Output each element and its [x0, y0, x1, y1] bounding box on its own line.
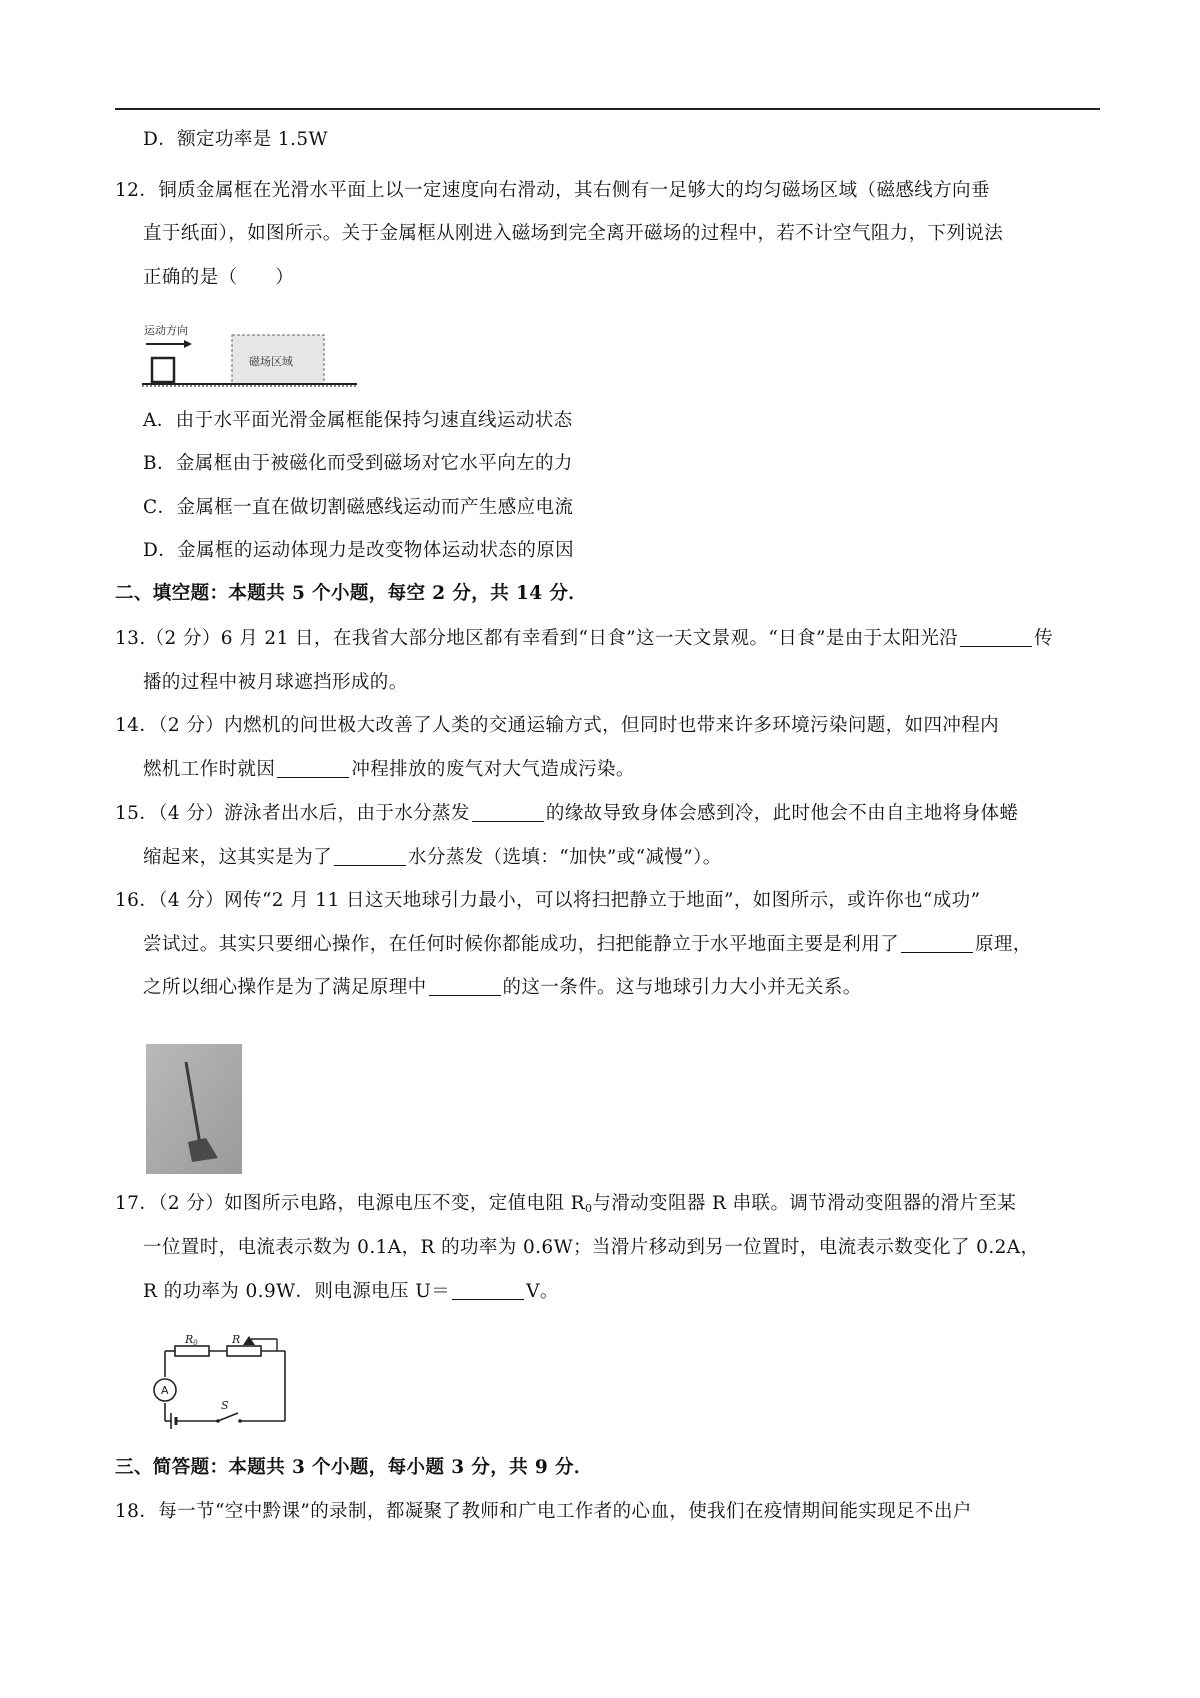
motion-arrowhead: [184, 340, 192, 348]
q12-option-c: C．金属框一直在做切割磁感线运动而产生感应电流: [143, 497, 574, 518]
q13-line2: 播的过程中被月球遮挡形成的。: [143, 672, 408, 693]
q15-line2: 缩起来，这其实是为了 水分蒸发（选填：“加快”或“减慢”）。: [143, 847, 722, 868]
section-3-heading: 三、简答题：本题共 3 个小题，每小题 3 分，共 9 分．: [115, 1457, 593, 1478]
q17-line1: 17．（2 分）如图所示电路，电源电压不变，定值电阻 $R_0$与滑动变阻器 R 串联。调节滑动变阻器的滑片至某: [115, 1193, 1017, 1215]
q11-option-d: D．额定功率是 1.5W: [143, 129, 328, 150]
section-2-heading: 二、填空题：本题共 5 个小题，每空 2 分，共 14 分．: [115, 583, 588, 604]
circuit-diagram: [145, 1333, 295, 1433]
q14-line2: 燃机工作时就因 冲程排放的废气对大气造成污染。: [143, 759, 635, 780]
q17-line2: 一位置时，电流表示数为 0.1A，R 的功率为 0.6W；当滑片移动到另一位置时，电流表示数变化了 0.2A，: [143, 1237, 1040, 1258]
q15-line1: 15．（4 分）游泳者出水后，由于水分蒸发 的缘故导致身体会感到冷，此时他会不由自主地将身体蜷: [115, 803, 1019, 824]
q14-line1: 14．（2 分）内燃机的问世极大改善了人类的交通运输方式，但同时也带来许多环境污染问题，如四冲程内: [115, 715, 1000, 736]
q12-option-a: A．由于水平面光滑金属框能保持匀速直线运动状态: [143, 410, 573, 431]
q17-line3: R 的功率为 0.9W．则电源电压 U＝ V。: [143, 1281, 559, 1302]
q12-figure: [142, 320, 360, 395]
q12-stem-line1: 12．铜质金属框在光滑水平面上以一定速度向右滑动，其右侧有一足够大的均匀磁场区域（磁感线方向垂: [115, 180, 990, 201]
q13-blank: [960, 628, 1032, 647]
q16-line1: 16．（4 分）网传“2 月 11 日这天地球引力最小，可以将扫把静立于地面”，如图所示，或许你也“成功”: [115, 890, 981, 911]
q13-line1: 13.（2 分）6 月 21 日，在我省大部分地区都有幸看到“日食”这一天文景观。“日食”是由于太阳光沿 传: [115, 628, 1054, 649]
q18-line1: 18．每一节“空中黔课”的录制，都凝聚了教师和广电工作者的心血，使我们在疫情期间能实现足不出户: [115, 1501, 972, 1522]
q14-blank: [277, 759, 349, 778]
q16-blank-2: [429, 977, 501, 996]
q16-line3: 之所以细心操作是为了满足原理中 的这一条件。这与地球引力大小并无关系。: [143, 977, 862, 998]
r-label: R: [232, 1333, 241, 1346]
q16-blank-1: [901, 934, 973, 953]
q12-option-b: B．金属框由于被磁化而受到磁场对它水平向左的力: [143, 453, 573, 474]
motion-direction-label: 运动方向: [144, 324, 188, 337]
switch-label: S: [221, 1399, 229, 1412]
q17-blank: [452, 1281, 524, 1300]
metal-frame: [152, 358, 174, 382]
rheostat-slider: [243, 1336, 255, 1345]
q12-stem-line2: 直于纸面），如图所示。关于金属框从刚进入磁场到完全离开磁场的过程中，若不计空气阻力，下列说法: [143, 223, 1004, 244]
q16-line2: 尝试过。其实只要细心操作，在任何时候你都能成功，扫把能静立于水平地面主要是利用了 原理，: [143, 934, 1032, 955]
r0-label: R0: [185, 1333, 198, 1347]
switch-lever: [218, 1413, 238, 1421]
broom-photo: [146, 1044, 242, 1174]
magnetic-field-label: 磁场区域: [249, 355, 293, 368]
ammeter-label: A: [161, 1384, 169, 1397]
q12-stem-line3: 正确的是（ ）: [143, 267, 295, 288]
header-rule: [115, 108, 1100, 110]
q15-blank-1: [472, 803, 544, 822]
r0-resistor: [175, 1346, 209, 1356]
rheostat: [227, 1346, 261, 1356]
q15-blank-2: [334, 847, 406, 866]
q12-option-d: D．金属框的运动体现力是改变物体运动状态的原因: [143, 540, 575, 561]
